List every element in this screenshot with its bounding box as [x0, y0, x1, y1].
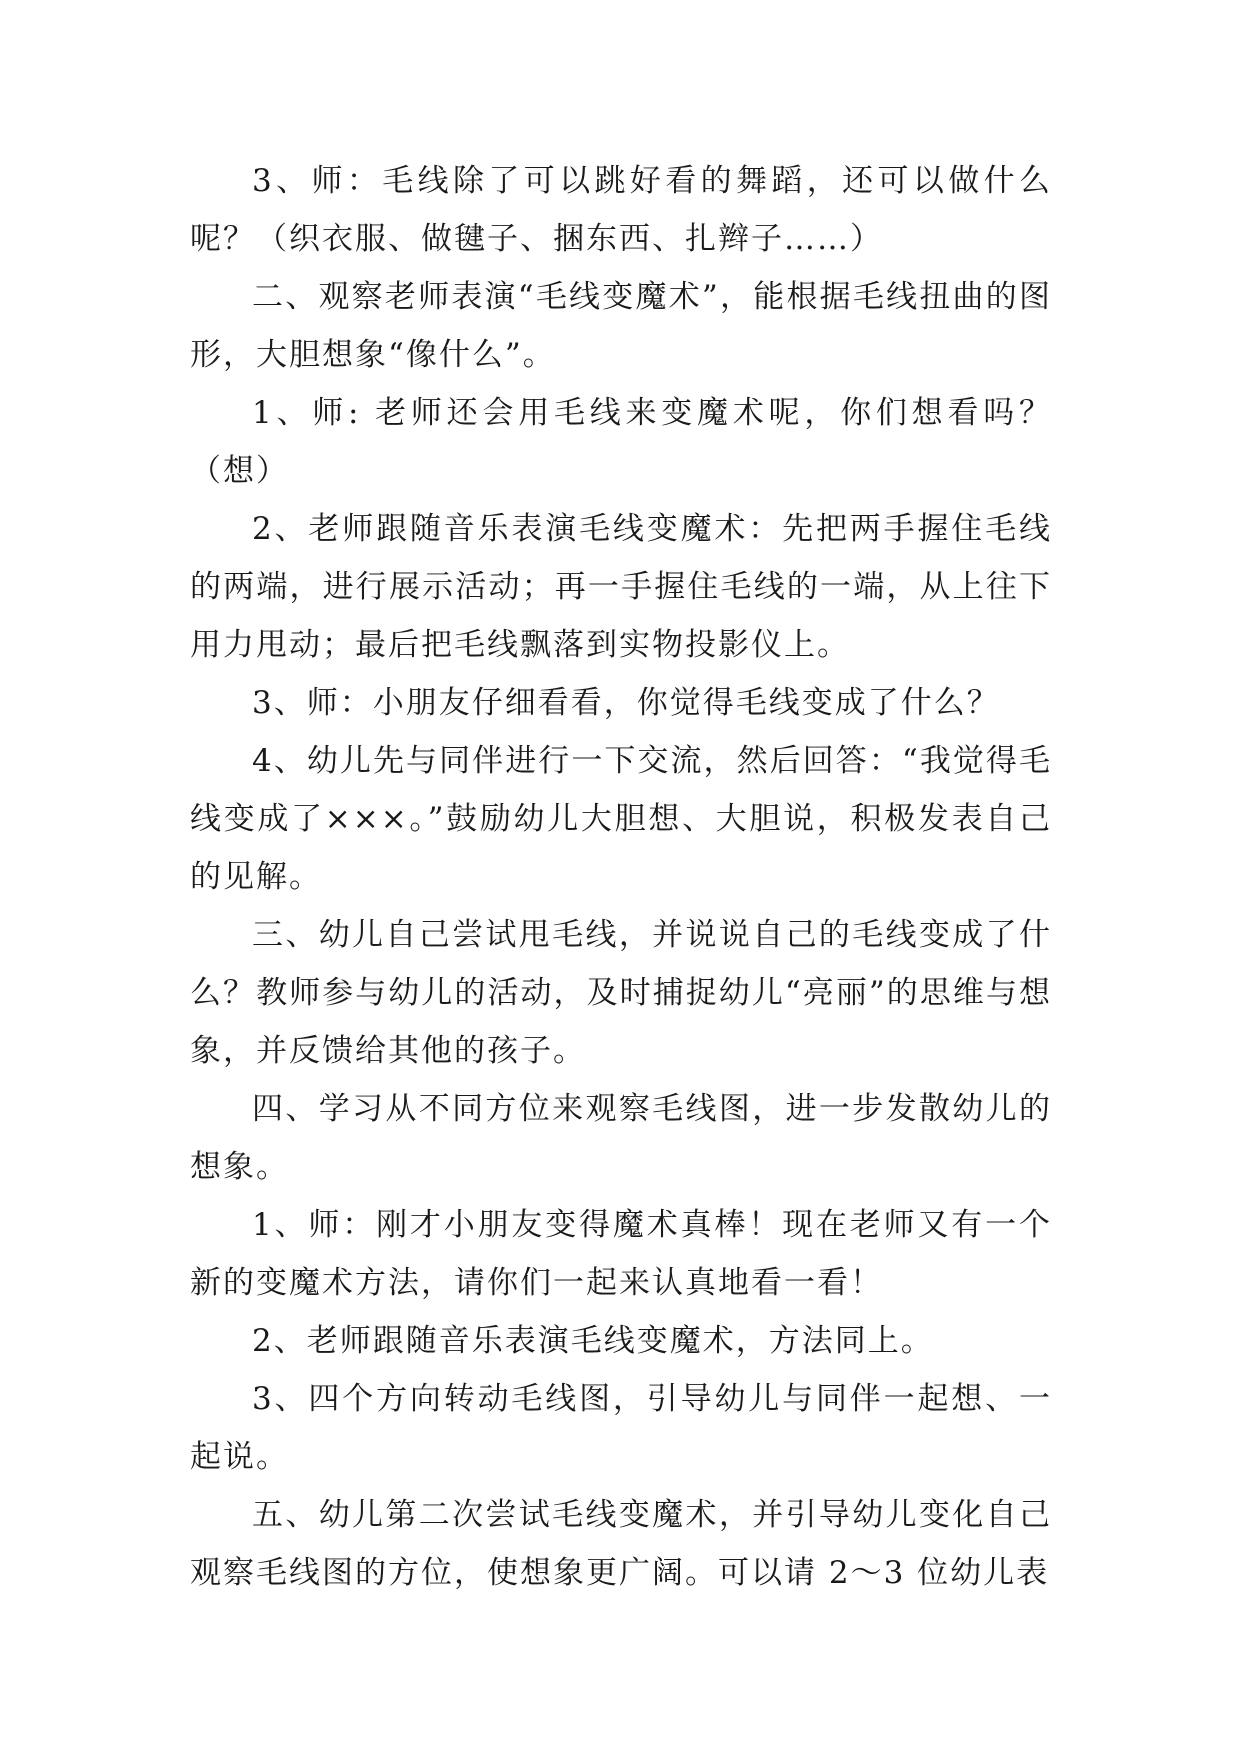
paragraph-2: 二、观察老师表演“毛线变魔术”，能根据毛线扭曲的图形，大胆想象“像什么”。: [190, 279, 1052, 373]
paragraph-11: 3、四个方向转动毛线图，引导幼儿与同伴一起想、一起说。: [190, 1381, 1052, 1475]
paragraph-3: 1、师: 老师还会用毛线来变魔术呢，你们想看吗？（想）: [190, 395, 1052, 489]
paragraph-9: 1、师：刚才小朋友变得魔术真棒！现在老师又有一个新的变魔术方法，请你们一起来认真地看一看！: [190, 1207, 1052, 1301]
paragraph-10: 2、老师跟随音乐表演毛线变魔术，方法同上。: [252, 1323, 934, 1359]
paragraph-6: 4、幼儿先与同伴进行一下交流，然后回答：“我觉得毛线变成了×××。”鼓励幼儿大胆想、大胆说，积极发表自己的见解。: [190, 743, 1052, 895]
paragraph-1: 3、师：毛线除了可以跳好看的舞蹈，还可以做什么呢？（织衣服、做毽子、捆东西、扎辫子……）: [190, 163, 1052, 257]
paragraph-12: 五、幼儿第二次尝试毛线变魔术，并引导幼儿变化自己观察毛线图的方位，使想象更广阔。可以请 2～3 位幼儿表: [190, 1497, 1052, 1591]
paragraph-8: 四、学习从不同方位来观察毛线图，进一步发散幼儿的想象。: [190, 1091, 1052, 1185]
paragraph-5: 3、师：小朋友仔细看看，你觉得毛线变成了什么？: [252, 685, 1000, 721]
document-body: [190, 152, 1052, 1602]
paragraph-4: 2、老师跟随音乐表演毛线变魔术：先把两手握住毛线的两端，进行展示活动；再一手握住毛线的一端，从上往下用力甩动；最后把毛线飘落到实物投影仪上。: [190, 511, 1052, 663]
paragraph-7: 三、幼儿自己尝试甩毛线，并说说自己的毛线变成了什么？教师参与幼儿的活动，及时捕捉幼儿“亮丽”的思维与想象，并反馈给其他的孩子。: [190, 917, 1052, 1069]
